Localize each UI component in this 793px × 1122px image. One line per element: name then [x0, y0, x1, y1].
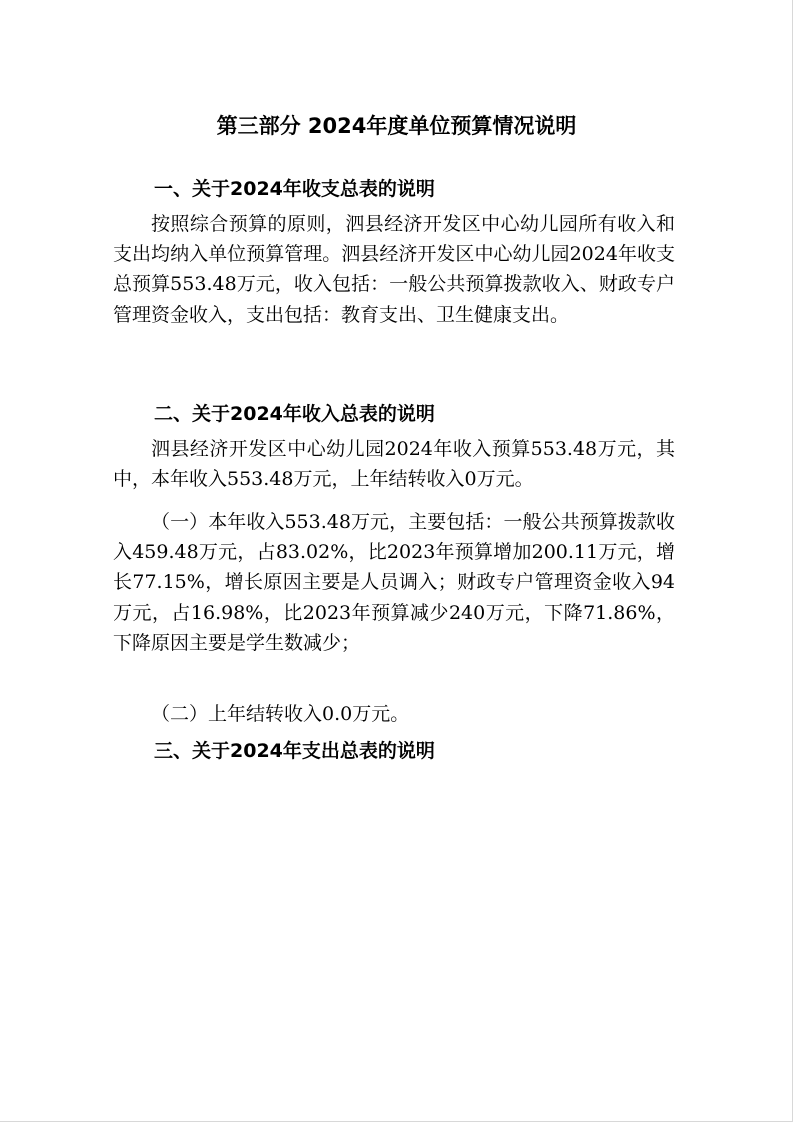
section-heading-3: 三、关于2024年支出总表的说明 [154, 740, 435, 762]
section-1-paragraph-1: 按照综合预算的原则，泗县经济开发区中心幼儿园所有收入和支出均纳入单位预算管理。泗县经济开发区中心幼儿园2024年收支总预算553.48万元，收入包括：一般公共预算拨款收入、财政专户管理资金收入，支出包括：教育支出、卫生健康支出。 [113, 213, 675, 326]
section-heading-1: 一、关于2024年收支总表的说明 [154, 178, 435, 200]
page-title: 第三部分 2024年度单位预算情况说明 [216, 114, 577, 138]
section-2-paragraph-3: （二）上年结转收入0.0万元。 [151, 703, 410, 725]
section-2-paragraph-1: 泗县经济开发区中心幼儿园2024年收入预算553.48万元，其中，本年收入553.48万元，上年结转收入0万元。 [113, 438, 675, 491]
section-heading-2: 二、关于2024年收入总表的说明 [154, 403, 435, 425]
section-2-paragraph-2: （一）本年收入553.48万元，主要包括：一般公共预算拨款收入459.48万元，占83.02%，比2023年预算增加200.11万元，增长77.15%，增长原因主要是人员调入；财政专户管理资金收入94万元，占16.98%，比2023年预算减少240万元，下降71.86%，下降原因主要是学生数减少； [113, 511, 675, 654]
